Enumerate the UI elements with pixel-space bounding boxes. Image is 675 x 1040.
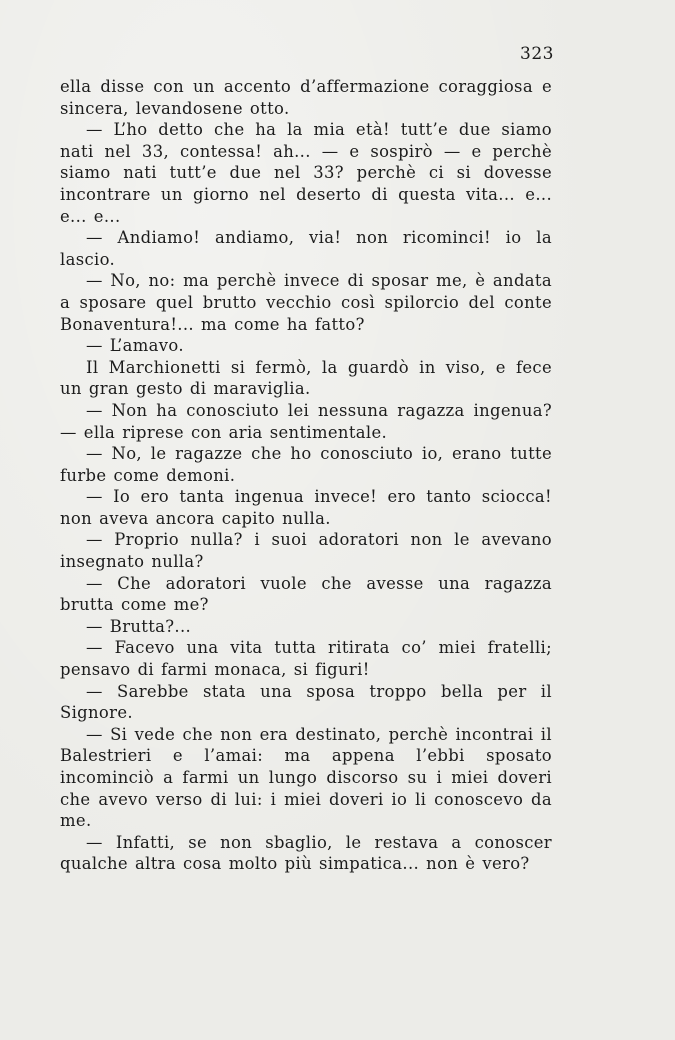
paragraph: — Infatti, se non sbaglio, le restava a conoscer qualche altra cosa molto più simpatica... non è vero? bbox=[60, 832, 552, 874]
paragraph: — Andiamo! andiamo, via! non ricominci! io la lascio. bbox=[60, 228, 552, 269]
page-number: 323 bbox=[520, 44, 554, 64]
paragraph: — Io ero tanta ingenua invece! ero tanto sciocca! non aveva ancora capito nulla. bbox=[60, 487, 552, 528]
paragraph: — No, no: ma perchè invece di sposar me, è andata a sposare quel brutto vecchio così spilorcio del conte Bonaventura!... ma come ha fatto? bbox=[60, 271, 552, 334]
paragraph: — L’amavo. bbox=[86, 336, 184, 356]
paragraph: — Proprio nulla? i suoi adoratori non le avevano insegnato nulla? bbox=[60, 530, 552, 572]
paragraph: — Si vede che non era destinato, perchè incontrai il Balestrieri e l’amai: ma appena l’ebbi sposato incominciò a farmi un lungo discorso su i miei doveri che avevo verso di lui: i miei doveri io li conoscevo da me. bbox=[60, 724, 552, 831]
paragraph: Il Marchionetti si fermò, la guardò in viso, e fece un gran gesto di maraviglia. bbox=[60, 357, 552, 399]
paragraph: — Non ha conosciuto lei nessuna ragazza ingenua? — ella riprese con aria sentimentale. bbox=[60, 400, 552, 442]
paragraph: — L’ho detto che ha la mia età! tutt’e due siamo nati nel 33, contessa! ah... — e sospirò — e perchè siamo nati tutt’e due nel 33? perchè ci si dovesse incontrare un giorno nel deserto di questa vita... e... e... e... bbox=[60, 120, 552, 226]
page-text bbox=[60, 76, 552, 875]
paragraph: — No, le ragazze che ho conosciuto io, erano tutte furbe come demoni. bbox=[60, 444, 552, 485]
paragraph: — Brutta?... bbox=[86, 616, 192, 636]
paragraph: — Facevo una vita tutta ritirata co’ miei fratelli; pensavo di farmi monaca, si figuri! bbox=[60, 638, 552, 680]
paragraph: — Sarebbe stata una sposa troppo bella per il Signore. bbox=[60, 681, 552, 723]
paragraph: ella disse con un accento d’affermazione coraggiosa e sincera, levandosene otto. bbox=[60, 77, 552, 118]
paragraph: — Che adoratori vuole che avesse una ragazza brutta come me? bbox=[60, 573, 552, 615]
